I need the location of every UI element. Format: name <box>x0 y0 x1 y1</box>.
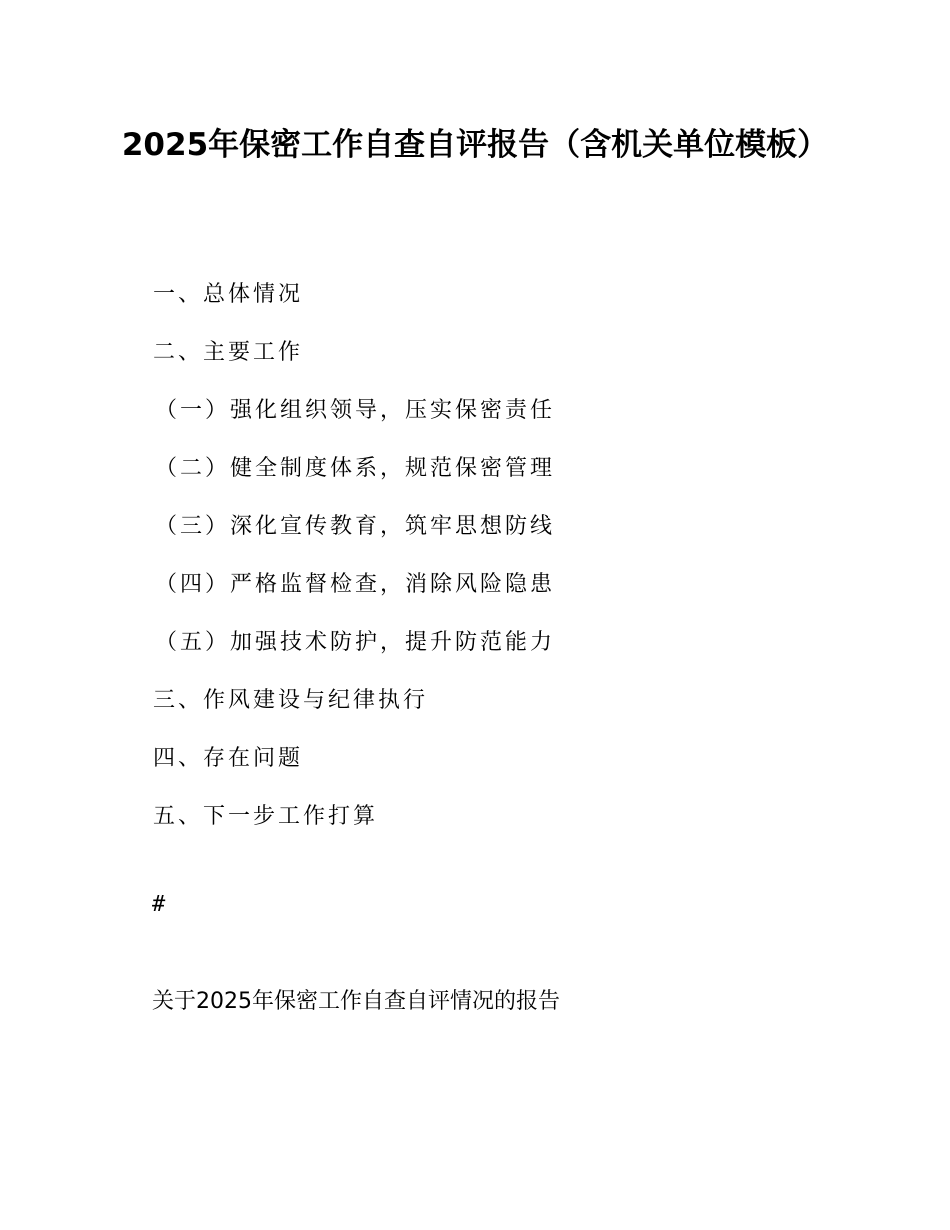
document-title: 2025年保密工作自查自评报告（含机关单位模板） <box>121 127 829 163</box>
outline-subitem: （五）加强技术防护，提升防范能力 <box>155 630 556 655</box>
outline-item: 五、下一步工作打算 <box>153 804 379 829</box>
outline-item: 三、作风建设与纪律执行 <box>153 688 429 713</box>
report-title: 关于2025年保密工作自查自评情况的报告 <box>152 989 560 1014</box>
outline-subitem: （三）深化宣传教育，筑牢思想防线 <box>155 514 556 539</box>
outline-subitem: （四）严格监督检查，消除风险隐患 <box>155 572 556 597</box>
section-separator: # <box>152 892 166 917</box>
outline-item: 二、主要工作 <box>153 340 304 365</box>
outline-subitem: （二）健全制度体系，规范保密管理 <box>155 456 556 481</box>
outline-subitem: （一）强化组织领导，压实保密责任 <box>155 398 556 423</box>
outline-item: 四、存在问题 <box>153 746 304 771</box>
outline-list <box>153 266 555 846</box>
outline-item: 一、总体情况 <box>153 282 304 307</box>
